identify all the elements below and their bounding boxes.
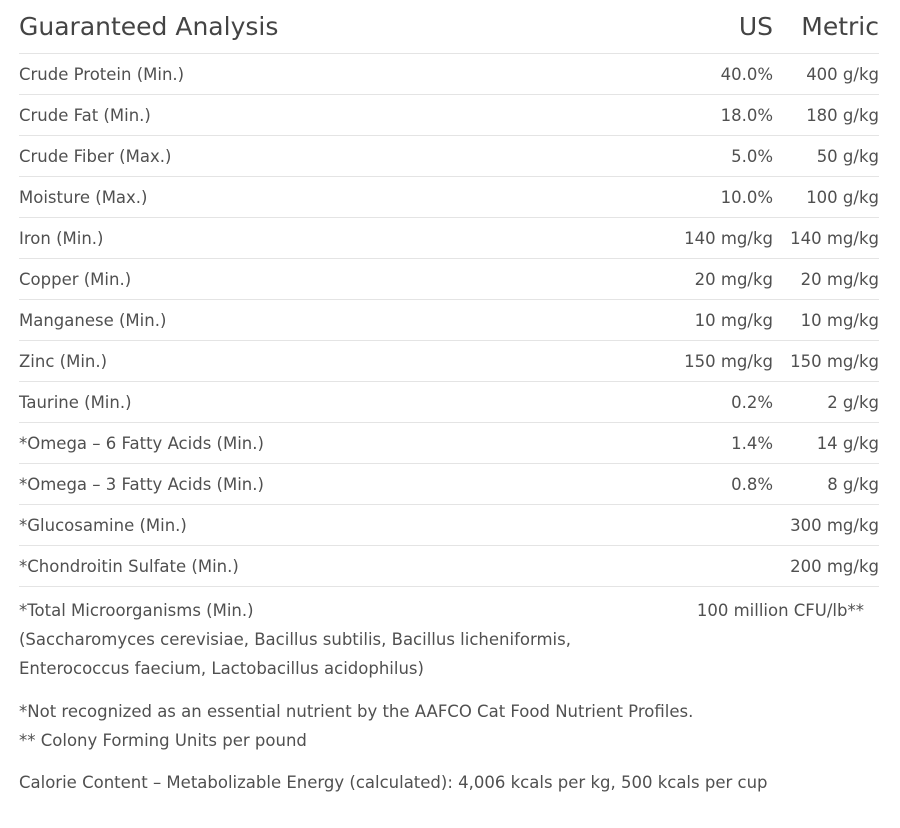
row-name: Iron (Min.) bbox=[19, 228, 104, 248]
total-microorganisms-label: *Total Microorganisms (Min.) bbox=[19, 601, 254, 620]
row-name: Copper (Min.) bbox=[19, 269, 132, 289]
row-name: *Chondroitin Sulfate (Min.) bbox=[19, 556, 239, 576]
row-value-metric: 2 g/kg bbox=[827, 392, 879, 412]
table-row bbox=[19, 546, 879, 587]
row-value-metric: 200 mg/kg bbox=[790, 556, 879, 576]
footnotes bbox=[19, 697, 879, 755]
row-value-us: 150 mg/kg bbox=[684, 351, 773, 371]
row-name: Crude Fat (Min.) bbox=[19, 105, 151, 125]
table-header bbox=[19, 0, 879, 54]
row-value-us: 140 mg/kg bbox=[684, 228, 773, 248]
row-value-metric: 300 mg/kg bbox=[790, 515, 879, 535]
footnote-aafco: *Not recognized as an essential nutrient by the AAFCO Cat Food Nutrient Profiles. bbox=[19, 702, 694, 721]
row-name: *Omega – 6 Fatty Acids (Min.) bbox=[19, 433, 264, 453]
table-row bbox=[19, 95, 879, 136]
footnote-cfu: ** Colony Forming Units per pound bbox=[19, 731, 307, 750]
row-value-metric: 50 g/kg bbox=[816, 146, 879, 166]
row-value-metric: 100 g/kg bbox=[806, 187, 879, 207]
row-value-us: 0.8% bbox=[731, 474, 773, 494]
row-name: Taurine (Min.) bbox=[19, 392, 132, 412]
row-value-metric: 150 mg/kg bbox=[790, 351, 879, 371]
row-name: Moisture (Max.) bbox=[19, 187, 148, 207]
row-value-us: 1.4% bbox=[731, 433, 773, 453]
row-value-us: 0.2% bbox=[731, 392, 773, 412]
row-name: *Omega – 3 Fatty Acids (Min.) bbox=[19, 474, 264, 494]
table-row bbox=[19, 505, 879, 546]
row-value-us: 5.0% bbox=[731, 146, 773, 166]
row-value-metric: 14 g/kg bbox=[816, 433, 879, 453]
row-value-us: 10 mg/kg bbox=[694, 310, 773, 330]
column-header-us: US bbox=[738, 12, 773, 41]
row-name bbox=[19, 596, 674, 683]
table-row bbox=[19, 464, 879, 505]
row-name: *Glucosamine (Min.) bbox=[19, 515, 187, 535]
row-value-metric: 140 mg/kg bbox=[790, 228, 879, 248]
row-value-us: 20 mg/kg bbox=[694, 269, 773, 289]
row-value-metric: 10 mg/kg bbox=[800, 310, 879, 330]
table-row-total-microorganisms bbox=[19, 587, 879, 683]
table-row bbox=[19, 300, 879, 341]
row-value-us: 18.0% bbox=[720, 105, 773, 125]
table-title: Guaranteed Analysis bbox=[19, 12, 279, 41]
table-row bbox=[19, 423, 879, 464]
table-row bbox=[19, 177, 879, 218]
row-name: Crude Protein (Min.) bbox=[19, 64, 185, 84]
table-row bbox=[19, 54, 879, 95]
total-microorganisms-detail: (Saccharomyces cerevisiae, Bacillus subtilis, Bacillus licheniformis, Enterococcus faecium, Lactobacillus acidophilus) bbox=[19, 630, 571, 678]
table-row bbox=[19, 136, 879, 177]
table-row bbox=[19, 259, 879, 300]
row-name: Crude Fiber (Max.) bbox=[19, 146, 172, 166]
row-value-metric: 400 g/kg bbox=[806, 64, 879, 84]
table-row bbox=[19, 382, 879, 423]
row-value-us: 40.0% bbox=[720, 64, 773, 84]
guaranteed-analysis-section bbox=[19, 0, 879, 792]
row-value-metric: 20 mg/kg bbox=[800, 269, 879, 289]
row-name: Zinc (Min.) bbox=[19, 351, 108, 371]
row-value-metric: 180 g/kg bbox=[806, 105, 879, 125]
column-header-metric: Metric bbox=[801, 12, 879, 41]
table-row bbox=[19, 341, 879, 382]
table-body bbox=[19, 54, 879, 587]
row-value-us: 10.0% bbox=[720, 187, 773, 207]
total-microorganisms-value: 100 million CFU/lb** bbox=[696, 601, 864, 620]
row-name: Manganese (Min.) bbox=[19, 310, 167, 330]
table-row bbox=[19, 218, 879, 259]
calorie-content: Calorie Content – Metabolizable Energy (calculated): 4,006 kcals per kg, 500 kcals per cup bbox=[19, 773, 768, 792]
row-value-metric: 8 g/kg bbox=[827, 474, 879, 494]
